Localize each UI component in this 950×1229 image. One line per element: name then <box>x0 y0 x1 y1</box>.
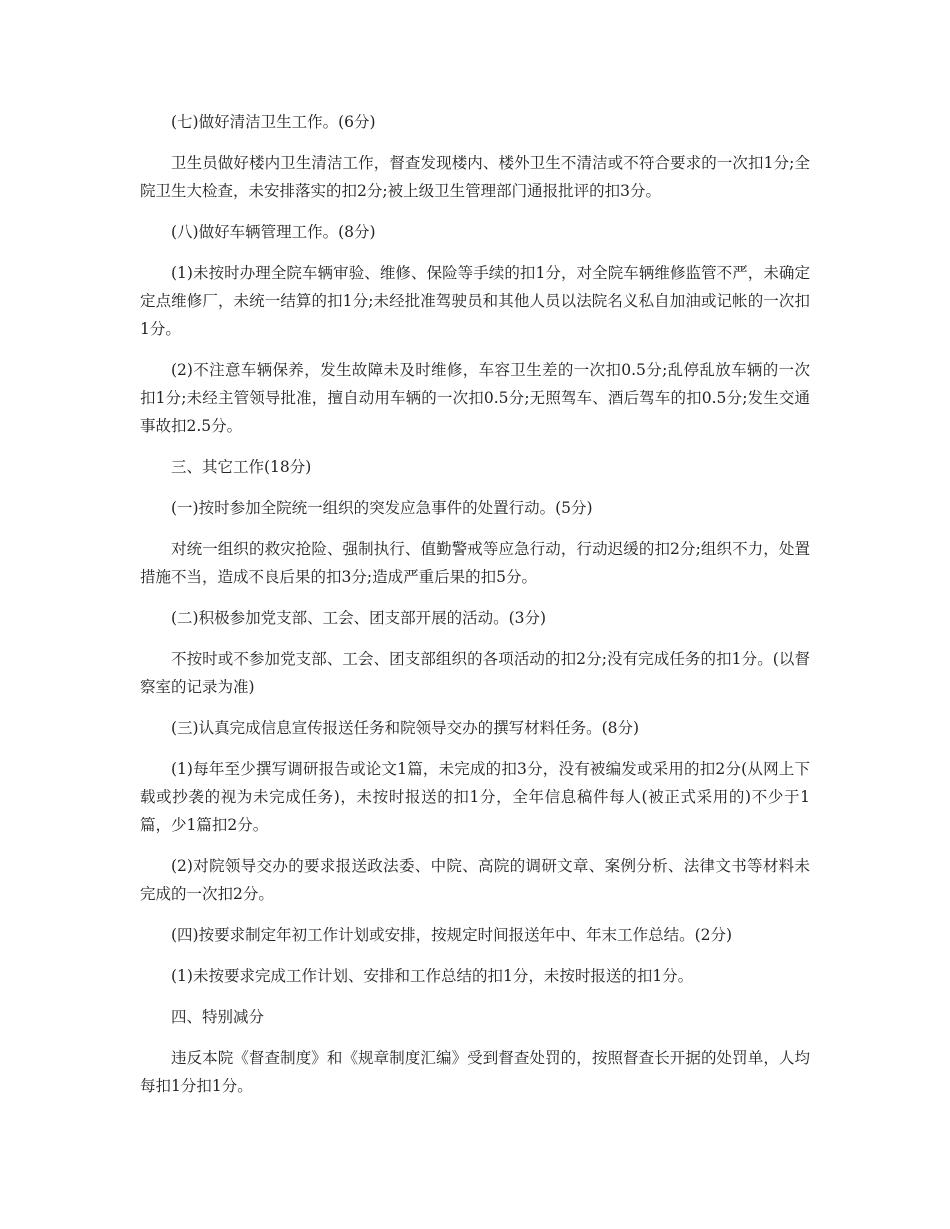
subheading-publicity: (三)认真完成信息宣传报送任务和院领导交办的撰写材料任务。(8分) <box>171 719 640 737</box>
paragraph-special-deduction: 违反本院《督查制度》和《规章制度汇编》受到督查处罚的，按照督查长开据的处罚单，人均每扣1分扣1分。 <box>140 1049 810 1095</box>
subheading-plans: (四)按要求制定年初工作计划或安排，按规定时间报送年中、年末工作总结。(2分) <box>171 926 733 944</box>
paragraph-emergency-rules: 对统一组织的救灾抢险、强制执行、值勤警戒等应急行动，行动迟缓的扣2分;组织不力，处置措施不当，造成不良后果的扣3分;造成严重后果的扣5分。 <box>140 540 810 586</box>
section-heading-vehicles: (八)做好车辆管理工作。(8分) <box>171 223 376 241</box>
section-heading-cleaning: (七)做好清洁卫生工作。(6分) <box>171 113 376 131</box>
section-heading-other-work: 三、其它工作(18分) <box>171 458 312 476</box>
paragraph-cleaning-rules: 卫生员做好楼内卫生清洁工作，督查发现楼内、楼外卫生不清洁或不符合要求的一次扣1分;全院卫生大检查，未安排落实的扣2分;被上级卫生管理部门通报批评的扣3分。 <box>140 154 810 200</box>
subheading-emergency: (一)按时参加全院统一组织的突发应急事件的处置行动。(5分) <box>171 499 593 517</box>
subheading-activities: (二)积极参加党支部、工会、团支部开展的活动。(3分) <box>171 609 547 627</box>
paragraph-publicity-rule-1: (1)每年至少撰写调研报告或论文1篇，未完成的扣3分，没有被编发或采用的扣2分(从网上下载或抄袭的视为未完成任务)，未按时报送的扣1分，全年信息稿件每人(被正式采用的)不少于1篇，少1篇扣2分。 <box>140 760 810 834</box>
section-heading-special-deduction: 四、特别减分 <box>171 1008 265 1026</box>
paragraph-vehicle-rule-2: (2)不注意车辆保养，发生故障未及时维修，车容卫生差的一次扣0.5分;乱停乱放车辆的一次扣1分;未经主管领导批准，擅自动用车辆的一次扣0.5分;无照驾车、酒后驾车的扣0.5分;发生交通事故扣2.5分。 <box>140 361 810 435</box>
paragraph-publicity-rule-2: (2)对院领导交办的要求报送政法委、中院、高院的调研文章、案例分析、法律文书等材料未完成的一次扣2分。 <box>140 857 810 903</box>
document-body <box>140 108 810 1113</box>
paragraph-plans-rule-1: (1)未按要求完成工作计划、安排和工作总结的扣1分，未按时报送的扣1分。 <box>171 967 694 985</box>
paragraph-vehicle-rule-1: (1)未按时办理全院车辆审验、维修、保险等手续的扣1分，对全院车辆维修监管不严，未确定定点维修厂，未统一结算的扣1分;未经批准驾驶员和其他人员以法院名义私自加油或记帐的一次扣1分。 <box>140 264 810 338</box>
paragraph-activities-rules: 不按时或不参加党支部、工会、团支部组织的各项活动的扣2分;没有完成任务的扣1分。(以督察室的记录为准) <box>140 650 810 696</box>
